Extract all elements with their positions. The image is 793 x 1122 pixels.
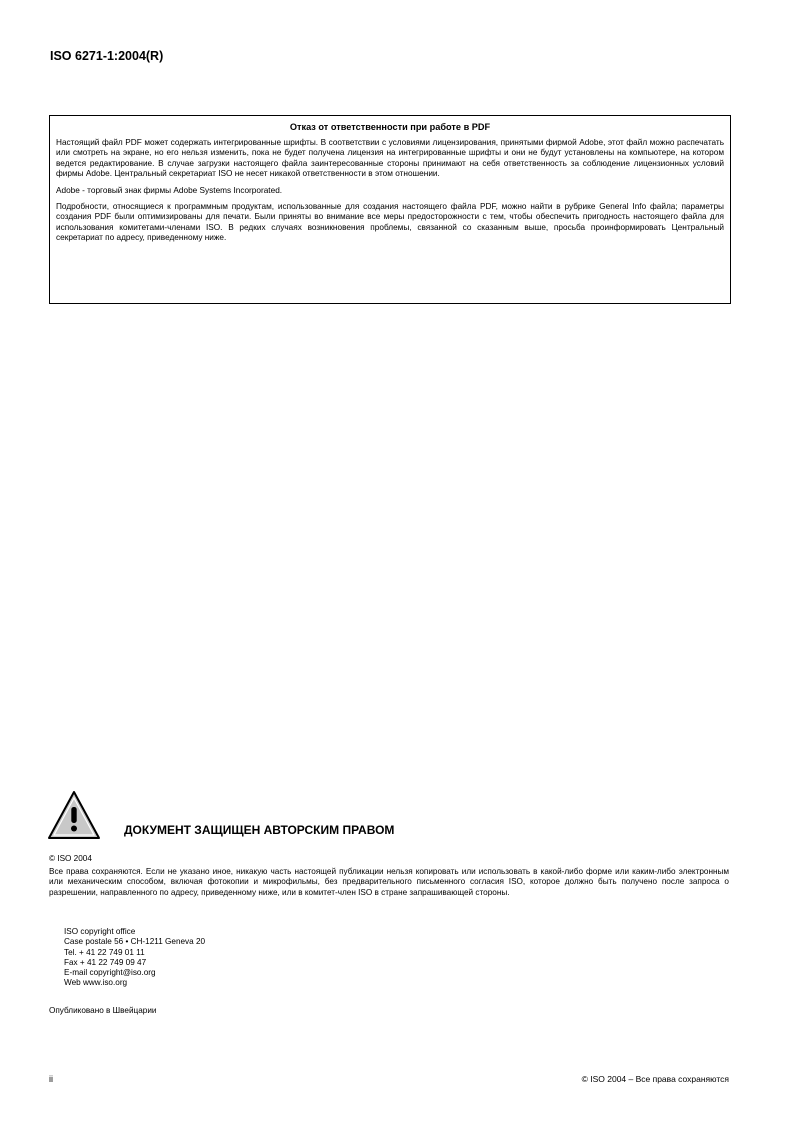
address-web: Web www.iso.org <box>64 978 128 988</box>
disclaimer-paragraph-fonts: Настоящий файл PDF может содержать интегрированные шрифты. В соответствии с условиями лицензирования, принятыми фирмой Adobe, этот файл можно распечатать или смотреть на экране, но его нельзя изменить, пока не будет получена лицензия на интегрированные шрифты и они не будут установлены на компьютере, на котором ведется редактирование. В случае загрузки настоящего файла заинтересованные стороны принимают на себя ответственность за соблюдение лицензионных условий фирмы Adobe. Центральный секретариат ISO не несет никакой ответственности в этом отношении. <box>56 138 724 179</box>
warning-triangle-icon <box>47 790 101 840</box>
footer-copyright: © ISO 2004 – Все права сохраняются <box>581 1074 729 1084</box>
address-fax: Fax + 41 22 749 09 47 <box>64 957 147 967</box>
address-postal: Case postale 56 • CH-1211 Geneva 20 <box>64 937 206 947</box>
copyright-protection-title: ДОКУМЕНТ ЗАЩИЩЕН АВТОРСКИМ ПРАВОМ <box>124 823 395 837</box>
page-number: ii <box>49 1074 53 1084</box>
published-in: Опубликовано в Швейцарии <box>49 1006 157 1015</box>
disclaimer-title: Отказ от ответственности при работе в PDF <box>289 122 491 132</box>
address-email: E-mail copyright@iso.org <box>64 968 156 978</box>
copyright-year: © ISO 2004 <box>49 854 92 863</box>
rights-reserved-text: Все права сохраняются. Если не указано иное, никакую часть настоящей публикации нельзя копировать или использовать в какой-либо форме или каким-либо электронным или механическим способом, включая фотокопии и микрофильмы, без предварительного письменного согласия ISO, которое должно быть получено после запроса о разрешении, направленного по адресу, приведенному ниже, или в комитет-член ISO в стране запрашивающей стороны. <box>49 867 729 897</box>
iso-address-block <box>64 927 205 989</box>
address-phone: Tel. + 41 22 749 01 11 <box>64 947 145 957</box>
address-office: ISO copyright office <box>64 927 136 936</box>
disclaimer-paragraph-trademark: Adobe - торговый знак фирмы Adobe Systems Incorporated. <box>56 185 283 195</box>
disclaimer-paragraph-details: Подробности, относящиеся к программным продуктам, использованные для создания настоящего файла PDF, можно найти в рубрике General Info файла; параметры создания PDF были оптимизированы для печати. Были приняты во внимание все меры предосторожности с тем, чтобы обеспечить пригодность настоящего файла для использования комитетами-членами ISO. В редких случаях возникновения проблемы, связанной со сказанным выше, просьба проинформировать Центральный секретариат по адресу, приведенному ниже. <box>56 202 724 243</box>
pdf-disclaimer-box <box>49 115 731 304</box>
document-id: ISO 6271-1:2004(R) <box>50 49 164 63</box>
